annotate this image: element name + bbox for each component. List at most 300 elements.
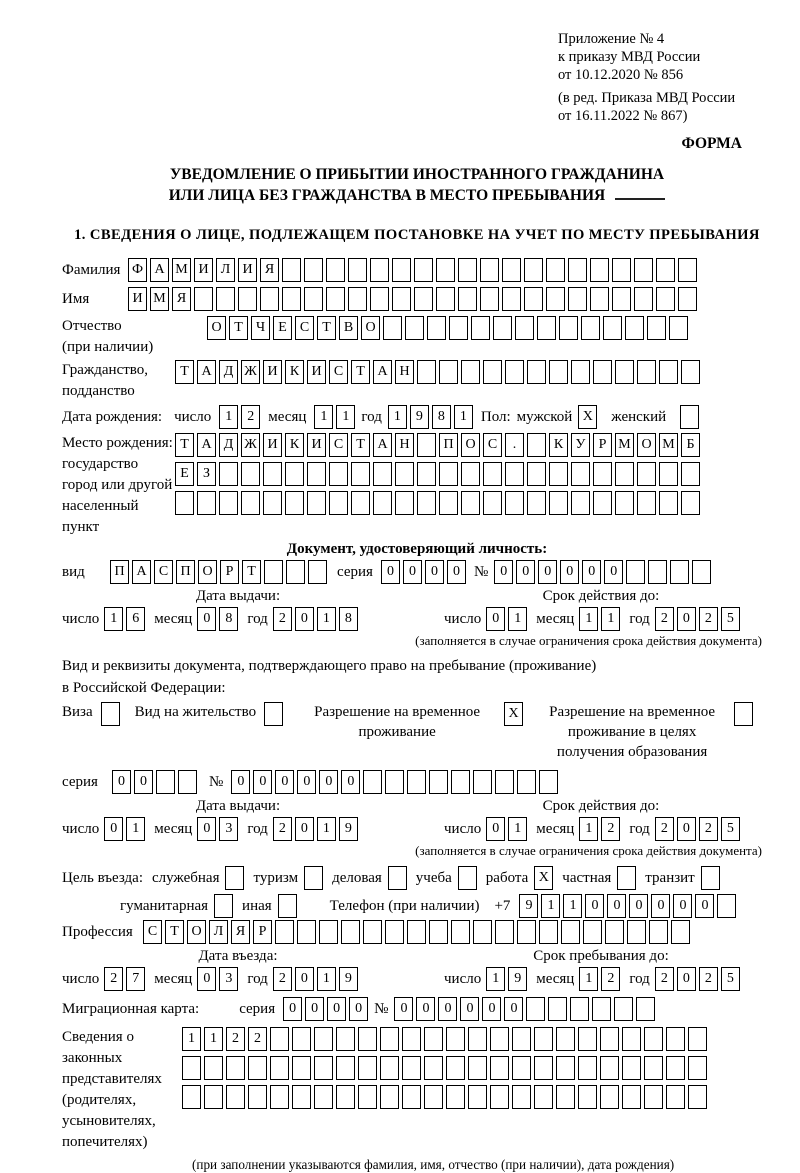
- char-cell[interactable]: [156, 770, 175, 794]
- char-cell[interactable]: [600, 1027, 619, 1051]
- char-cell[interactable]: [439, 462, 458, 486]
- char-cell[interactable]: [634, 287, 653, 311]
- char-cell[interactable]: Е: [175, 462, 194, 486]
- char-cell[interactable]: О: [207, 316, 226, 340]
- char-cell[interactable]: [571, 360, 590, 384]
- char-cell[interactable]: 0: [482, 997, 501, 1021]
- char-cell[interactable]: И: [128, 287, 147, 311]
- purpose-tourism-checkbox[interactable]: [304, 866, 323, 890]
- char-cell[interactable]: [527, 433, 546, 457]
- char-cell[interactable]: [194, 287, 213, 311]
- char-cell[interactable]: [282, 287, 301, 311]
- stay-year-field[interactable]: [655, 967, 740, 991]
- char-cell[interactable]: З: [197, 462, 216, 486]
- char-cell[interactable]: 5: [721, 817, 740, 841]
- char-cell[interactable]: Р: [220, 560, 239, 584]
- char-cell[interactable]: О: [187, 920, 206, 944]
- char-cell[interactable]: [307, 491, 326, 515]
- char-cell[interactable]: [473, 920, 492, 944]
- char-cell[interactable]: [592, 997, 611, 1021]
- char-cell[interactable]: [549, 491, 568, 515]
- char-cell[interactable]: 1: [336, 405, 355, 429]
- char-cell[interactable]: [373, 491, 392, 515]
- doc-issue-day-field[interactable]: [104, 607, 145, 631]
- char-cell[interactable]: [549, 360, 568, 384]
- char-cell[interactable]: 0: [677, 817, 696, 841]
- char-cell[interactable]: М: [615, 433, 634, 457]
- char-cell[interactable]: П: [176, 560, 195, 584]
- purpose-work-checkbox[interactable]: [534, 866, 553, 890]
- char-cell[interactable]: [593, 462, 612, 486]
- char-cell[interactable]: [204, 1085, 223, 1109]
- char-cell[interactable]: 0: [197, 967, 216, 991]
- char-cell[interactable]: [534, 1085, 553, 1109]
- char-cell[interactable]: [248, 1085, 267, 1109]
- char-cell[interactable]: 0: [494, 560, 513, 584]
- char-cell[interactable]: И: [194, 258, 213, 282]
- char-cell[interactable]: Ф: [128, 258, 147, 282]
- char-cell[interactable]: [561, 920, 580, 944]
- firstname-field[interactable]: [128, 287, 697, 311]
- char-cell[interactable]: [612, 287, 631, 311]
- char-cell[interactable]: С: [154, 560, 173, 584]
- char-cell[interactable]: [424, 1056, 443, 1080]
- char-cell[interactable]: 2: [699, 817, 718, 841]
- entry-month-field[interactable]: [197, 967, 238, 991]
- char-cell[interactable]: 3: [219, 967, 238, 991]
- char-cell[interactable]: 0: [104, 817, 123, 841]
- char-cell[interactable]: [612, 258, 631, 282]
- char-cell[interactable]: [483, 360, 502, 384]
- char-cell[interactable]: [392, 258, 411, 282]
- birth-day-field[interactable]: [219, 405, 260, 429]
- char-cell[interactable]: [264, 702, 283, 726]
- char-cell[interactable]: [417, 433, 436, 457]
- char-cell[interactable]: [666, 1085, 685, 1109]
- char-cell[interactable]: [307, 462, 326, 486]
- char-cell[interactable]: [348, 287, 367, 311]
- char-cell[interactable]: [407, 920, 426, 944]
- char-cell[interactable]: О: [461, 433, 480, 457]
- surname-field[interactable]: [128, 258, 697, 282]
- char-cell[interactable]: [388, 866, 407, 890]
- char-cell[interactable]: 0: [460, 997, 479, 1021]
- char-cell[interactable]: 0: [416, 997, 435, 1021]
- char-cell[interactable]: [182, 1085, 201, 1109]
- char-cell[interactable]: [659, 462, 678, 486]
- char-cell[interactable]: К: [285, 433, 304, 457]
- char-cell[interactable]: [515, 316, 534, 340]
- phone-field[interactable]: [519, 894, 736, 918]
- char-cell[interactable]: [537, 316, 556, 340]
- char-cell[interactable]: [524, 287, 543, 311]
- res-expiry-day-field[interactable]: [486, 817, 527, 841]
- char-cell[interactable]: [517, 920, 536, 944]
- purpose-other-checkbox[interactable]: [278, 894, 297, 918]
- char-cell[interactable]: [358, 1056, 377, 1080]
- char-cell[interactable]: Л: [216, 258, 235, 282]
- char-cell[interactable]: [241, 462, 260, 486]
- char-cell[interactable]: [329, 462, 348, 486]
- char-cell[interactable]: [605, 920, 624, 944]
- char-cell[interactable]: Я: [172, 287, 191, 311]
- char-cell[interactable]: [559, 316, 578, 340]
- char-cell[interactable]: [304, 258, 323, 282]
- char-cell[interactable]: [214, 894, 233, 918]
- char-cell[interactable]: [395, 491, 414, 515]
- char-cell[interactable]: [539, 920, 558, 944]
- char-cell[interactable]: [402, 1027, 421, 1051]
- char-cell[interactable]: [358, 1027, 377, 1051]
- char-cell[interactable]: 5: [721, 967, 740, 991]
- char-cell[interactable]: [647, 316, 666, 340]
- char-cell[interactable]: 1: [454, 405, 473, 429]
- res-issue-month-field[interactable]: [197, 817, 238, 841]
- char-cell[interactable]: [495, 770, 514, 794]
- char-cell[interactable]: [326, 287, 345, 311]
- char-cell[interactable]: [468, 1056, 487, 1080]
- char-cell[interactable]: [473, 770, 492, 794]
- char-cell[interactable]: С: [329, 433, 348, 457]
- char-cell[interactable]: Д: [219, 433, 238, 457]
- char-cell[interactable]: [659, 360, 678, 384]
- char-cell[interactable]: [436, 287, 455, 311]
- char-cell[interactable]: [678, 258, 697, 282]
- char-cell[interactable]: [461, 462, 480, 486]
- char-cell[interactable]: [348, 258, 367, 282]
- char-cell[interactable]: [644, 1056, 663, 1080]
- char-cell[interactable]: [264, 560, 283, 584]
- char-cell[interactable]: Ч: [251, 316, 270, 340]
- char-cell[interactable]: 2: [273, 817, 292, 841]
- res-number-field[interactable]: [231, 770, 558, 794]
- char-cell[interactable]: Р: [253, 920, 272, 944]
- char-cell[interactable]: 0: [582, 560, 601, 584]
- birthplace-row3-field[interactable]: [175, 491, 700, 515]
- char-cell[interactable]: 1: [126, 817, 145, 841]
- char-cell[interactable]: 0: [677, 967, 696, 991]
- char-cell[interactable]: X: [534, 866, 553, 890]
- char-cell[interactable]: [285, 462, 304, 486]
- char-cell[interactable]: [285, 491, 304, 515]
- char-cell[interactable]: [568, 287, 587, 311]
- char-cell[interactable]: [644, 1027, 663, 1051]
- char-cell[interactable]: [688, 1027, 707, 1051]
- char-cell[interactable]: [226, 1056, 245, 1080]
- char-cell[interactable]: И: [307, 360, 326, 384]
- char-cell[interactable]: 8: [219, 607, 238, 631]
- char-cell[interactable]: 0: [295, 607, 314, 631]
- char-cell[interactable]: [383, 316, 402, 340]
- char-cell[interactable]: А: [197, 360, 216, 384]
- char-cell[interactable]: 9: [508, 967, 527, 991]
- patronymic-field[interactable]: [207, 316, 688, 340]
- char-cell[interactable]: 2: [226, 1027, 245, 1051]
- char-cell[interactable]: [701, 866, 720, 890]
- char-cell[interactable]: 1: [541, 894, 560, 918]
- char-cell[interactable]: 0: [231, 770, 250, 794]
- char-cell[interactable]: [600, 1056, 619, 1080]
- char-cell[interactable]: Т: [229, 316, 248, 340]
- char-cell[interactable]: [417, 462, 436, 486]
- char-cell[interactable]: [182, 1056, 201, 1080]
- char-cell[interactable]: У: [571, 433, 590, 457]
- birth-year-field[interactable]: [388, 405, 473, 429]
- char-cell[interactable]: 1: [104, 607, 123, 631]
- char-cell[interactable]: 1: [579, 817, 598, 841]
- char-cell[interactable]: 1: [508, 817, 527, 841]
- representatives-row2-field[interactable]: [182, 1056, 707, 1080]
- char-cell[interactable]: [570, 997, 589, 1021]
- char-cell[interactable]: [505, 491, 524, 515]
- char-cell[interactable]: 1: [204, 1027, 223, 1051]
- char-cell[interactable]: 7: [126, 967, 145, 991]
- char-cell[interactable]: 1: [317, 607, 336, 631]
- char-cell[interactable]: [101, 702, 120, 726]
- char-cell[interactable]: 0: [651, 894, 670, 918]
- char-cell[interactable]: 0: [305, 997, 324, 1021]
- purpose-business-checkbox[interactable]: [388, 866, 407, 890]
- char-cell[interactable]: [319, 920, 338, 944]
- char-cell[interactable]: 2: [273, 607, 292, 631]
- res-expiry-month-field[interactable]: [579, 817, 620, 841]
- char-cell[interactable]: X: [504, 702, 523, 726]
- char-cell[interactable]: [424, 1027, 443, 1051]
- char-cell[interactable]: [637, 491, 656, 515]
- char-cell[interactable]: [458, 287, 477, 311]
- char-cell[interactable]: Л: [209, 920, 228, 944]
- char-cell[interactable]: [548, 997, 567, 1021]
- purpose-official-checkbox[interactable]: [225, 866, 244, 890]
- char-cell[interactable]: [666, 1027, 685, 1051]
- char-cell[interactable]: Т: [317, 316, 336, 340]
- char-cell[interactable]: [648, 560, 667, 584]
- purpose-humanitarian-checkbox[interactable]: [214, 894, 233, 918]
- char-cell[interactable]: [634, 258, 653, 282]
- char-cell[interactable]: 0: [295, 817, 314, 841]
- char-cell[interactable]: 0: [394, 997, 413, 1021]
- char-cell[interactable]: [578, 1085, 597, 1109]
- char-cell[interactable]: О: [198, 560, 217, 584]
- char-cell[interactable]: [351, 491, 370, 515]
- char-cell[interactable]: 0: [607, 894, 626, 918]
- char-cell[interactable]: 1: [317, 967, 336, 991]
- res-issue-day-field[interactable]: [104, 817, 145, 841]
- char-cell[interactable]: Т: [175, 433, 194, 457]
- char-cell[interactable]: 5: [721, 607, 740, 631]
- char-cell[interactable]: [546, 287, 565, 311]
- char-cell[interactable]: Ж: [241, 360, 260, 384]
- char-cell[interactable]: [351, 462, 370, 486]
- char-cell[interactable]: [669, 316, 688, 340]
- char-cell[interactable]: О: [637, 433, 656, 457]
- char-cell[interactable]: [380, 1027, 399, 1051]
- char-cell[interactable]: 1: [388, 405, 407, 429]
- char-cell[interactable]: [527, 491, 546, 515]
- char-cell[interactable]: [380, 1056, 399, 1080]
- char-cell[interactable]: И: [263, 360, 282, 384]
- char-cell[interactable]: [449, 316, 468, 340]
- char-cell[interactable]: 0: [297, 770, 316, 794]
- char-cell[interactable]: [680, 405, 699, 429]
- char-cell[interactable]: 0: [486, 817, 505, 841]
- char-cell[interactable]: 0: [319, 770, 338, 794]
- char-cell[interactable]: 0: [447, 560, 466, 584]
- char-cell[interactable]: [439, 491, 458, 515]
- char-cell[interactable]: [546, 258, 565, 282]
- char-cell[interactable]: А: [373, 360, 392, 384]
- char-cell[interactable]: [278, 894, 297, 918]
- char-cell[interactable]: [617, 866, 636, 890]
- char-cell[interactable]: [219, 491, 238, 515]
- entry-year-field[interactable]: [273, 967, 358, 991]
- char-cell[interactable]: 9: [519, 894, 538, 918]
- char-cell[interactable]: [216, 287, 235, 311]
- res-expiry-year-field[interactable]: [655, 817, 740, 841]
- char-cell[interactable]: 1: [601, 607, 620, 631]
- char-cell[interactable]: 0: [112, 770, 131, 794]
- char-cell[interactable]: [458, 258, 477, 282]
- char-cell[interactable]: [590, 258, 609, 282]
- char-cell[interactable]: 0: [295, 967, 314, 991]
- stay-month-field[interactable]: [579, 967, 620, 991]
- char-cell[interactable]: П: [439, 433, 458, 457]
- char-cell[interactable]: 0: [560, 560, 579, 584]
- char-cell[interactable]: П: [110, 560, 129, 584]
- char-cell[interactable]: 3: [219, 817, 238, 841]
- char-cell[interactable]: [380, 1085, 399, 1109]
- char-cell[interactable]: 6: [126, 607, 145, 631]
- char-cell[interactable]: [414, 258, 433, 282]
- char-cell[interactable]: 0: [629, 894, 648, 918]
- doc-number-field[interactable]: [494, 560, 711, 584]
- char-cell[interactable]: 0: [327, 997, 346, 1021]
- char-cell[interactable]: [512, 1027, 531, 1051]
- char-cell[interactable]: 9: [339, 967, 358, 991]
- char-cell[interactable]: [292, 1027, 311, 1051]
- char-cell[interactable]: 8: [339, 607, 358, 631]
- char-cell[interactable]: [526, 997, 545, 1021]
- char-cell[interactable]: [644, 1085, 663, 1109]
- char-cell[interactable]: [370, 287, 389, 311]
- char-cell[interactable]: [512, 1085, 531, 1109]
- res-series-field[interactable]: [112, 770, 197, 794]
- char-cell[interactable]: [308, 560, 327, 584]
- char-cell[interactable]: [490, 1085, 509, 1109]
- char-cell[interactable]: [583, 920, 602, 944]
- char-cell[interactable]: [292, 1085, 311, 1109]
- mc-number-field[interactable]: [394, 997, 655, 1021]
- char-cell[interactable]: [636, 997, 655, 1021]
- char-cell[interactable]: 0: [197, 607, 216, 631]
- char-cell[interactable]: М: [659, 433, 678, 457]
- char-cell[interactable]: [304, 866, 323, 890]
- char-cell[interactable]: 0: [197, 817, 216, 841]
- char-cell[interactable]: [480, 258, 499, 282]
- char-cell[interactable]: [571, 491, 590, 515]
- char-cell[interactable]: 0: [538, 560, 557, 584]
- char-cell[interactable]: [593, 360, 612, 384]
- char-cell[interactable]: 0: [677, 607, 696, 631]
- char-cell[interactable]: Р: [593, 433, 612, 457]
- char-cell[interactable]: Н: [395, 433, 414, 457]
- char-cell[interactable]: К: [285, 360, 304, 384]
- doc-series-field[interactable]: [381, 560, 466, 584]
- char-cell[interactable]: [439, 360, 458, 384]
- char-cell[interactable]: А: [150, 258, 169, 282]
- char-cell[interactable]: [270, 1056, 289, 1080]
- citizenship-field[interactable]: [175, 360, 700, 384]
- char-cell[interactable]: [414, 287, 433, 311]
- char-cell[interactable]: [373, 462, 392, 486]
- purpose-private-checkbox[interactable]: [617, 866, 636, 890]
- char-cell[interactable]: 2: [699, 607, 718, 631]
- char-cell[interactable]: [615, 491, 634, 515]
- char-cell[interactable]: 0: [516, 560, 535, 584]
- char-cell[interactable]: И: [238, 258, 257, 282]
- char-cell[interactable]: К: [549, 433, 568, 457]
- char-cell[interactable]: 1: [563, 894, 582, 918]
- char-cell[interactable]: 0: [438, 997, 457, 1021]
- purpose-transit-checkbox[interactable]: [701, 866, 720, 890]
- visa-checkbox[interactable]: [101, 702, 120, 726]
- char-cell[interactable]: [417, 491, 436, 515]
- char-cell[interactable]: [671, 920, 690, 944]
- char-cell[interactable]: [590, 287, 609, 311]
- char-cell[interactable]: Т: [175, 360, 194, 384]
- char-cell[interactable]: [392, 287, 411, 311]
- char-cell[interactable]: [282, 258, 301, 282]
- char-cell[interactable]: [534, 1027, 553, 1051]
- char-cell[interactable]: Б: [681, 433, 700, 457]
- char-cell[interactable]: .: [505, 433, 524, 457]
- char-cell[interactable]: [734, 702, 753, 726]
- char-cell[interactable]: [358, 1085, 377, 1109]
- char-cell[interactable]: [225, 866, 244, 890]
- char-cell[interactable]: [363, 920, 382, 944]
- char-cell[interactable]: [490, 1027, 509, 1051]
- char-cell[interactable]: [314, 1085, 333, 1109]
- char-cell[interactable]: [681, 491, 700, 515]
- char-cell[interactable]: 2: [655, 817, 674, 841]
- char-cell[interactable]: А: [373, 433, 392, 457]
- char-cell[interactable]: Т: [351, 360, 370, 384]
- char-cell[interactable]: [493, 316, 512, 340]
- char-cell[interactable]: [363, 770, 382, 794]
- char-cell[interactable]: [637, 462, 656, 486]
- char-cell[interactable]: [405, 316, 424, 340]
- char-cell[interactable]: [341, 920, 360, 944]
- char-cell[interactable]: [385, 920, 404, 944]
- profession-field[interactable]: [143, 920, 690, 944]
- residence-permit-checkbox[interactable]: [264, 702, 283, 726]
- char-cell[interactable]: 2: [601, 817, 620, 841]
- stay-day-field[interactable]: [486, 967, 527, 991]
- char-cell[interactable]: А: [132, 560, 151, 584]
- char-cell[interactable]: [627, 920, 646, 944]
- char-cell[interactable]: 0: [673, 894, 692, 918]
- char-cell[interactable]: С: [329, 360, 348, 384]
- char-cell[interactable]: 0: [695, 894, 714, 918]
- char-cell[interactable]: А: [197, 433, 216, 457]
- char-cell[interactable]: Я: [260, 258, 279, 282]
- char-cell[interactable]: 2: [273, 967, 292, 991]
- char-cell[interactable]: [336, 1027, 355, 1051]
- res-issue-year-field[interactable]: [273, 817, 358, 841]
- char-cell[interactable]: [614, 997, 633, 1021]
- char-cell[interactable]: [370, 258, 389, 282]
- char-cell[interactable]: [241, 491, 260, 515]
